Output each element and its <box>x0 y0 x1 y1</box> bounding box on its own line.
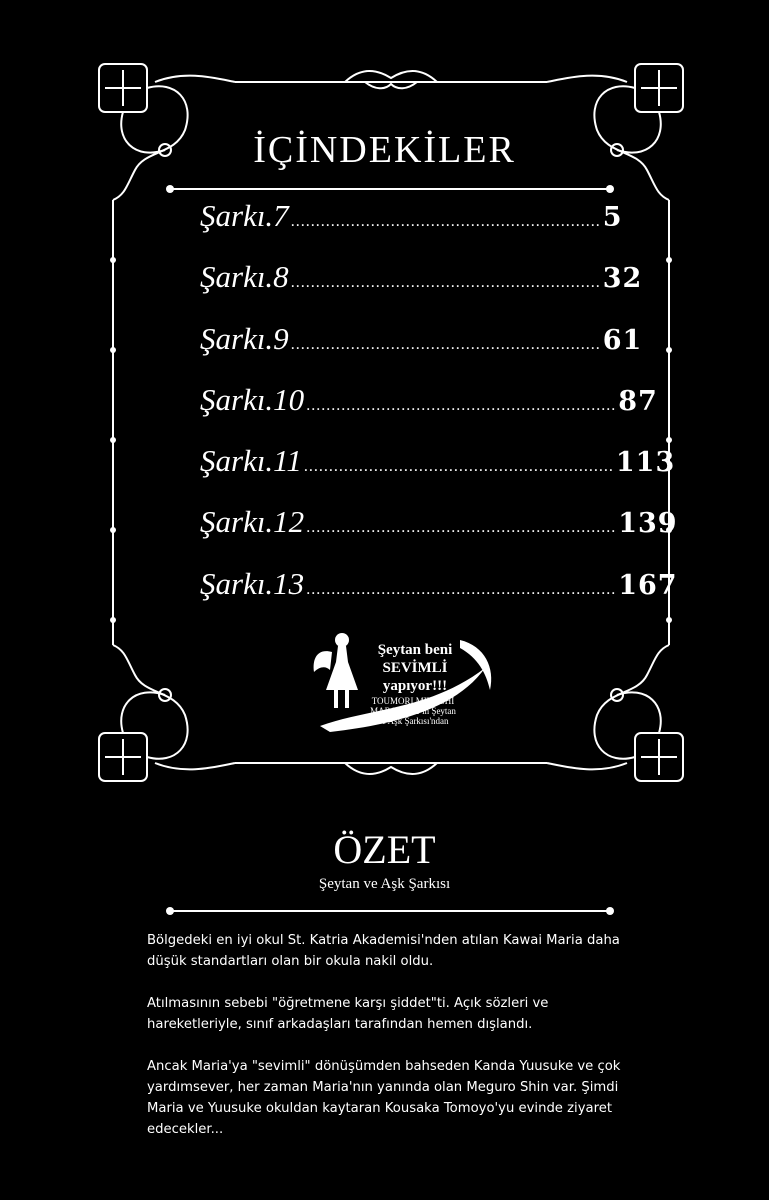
toc-item-label: Şarkı.12 <box>200 504 305 540</box>
badge-line-1: Şeytan beni <box>377 642 453 658</box>
toc-item[interactable] <box>200 381 658 443</box>
toc-item[interactable] <box>200 443 676 504</box>
summary-subtitle: Şeytan ve Aşk Şarkısı <box>318 876 451 892</box>
badge-line-3: yapıyor!!! <box>382 678 448 694</box>
toc-item-page: 139 <box>618 508 678 540</box>
toc-item-label: Şarkı.13 <box>200 565 305 601</box>
toc-item-leader: .............................................................. <box>303 458 614 476</box>
badge-credit-3: ve Aşk Şarkısı'ndan <box>377 716 449 726</box>
summary-paragraph: Bölgedeki en iyi okul St. Katria Akademisi'nden atılan Kawai Maria daha düşük standartları olan bir okula nakil oldu. <box>147 933 620 969</box>
toc-item-leader: .............................................................. <box>306 580 617 598</box>
toc-item-page: 61 <box>602 324 643 356</box>
summary-body <box>147 930 647 1161</box>
toc-item-page: 5 <box>602 202 623 233</box>
toc-item-page: 32 <box>602 263 643 295</box>
badge-credit-2: MARGARET'ın Şeytan <box>370 706 456 716</box>
toc-item-leader: .............................................................. <box>306 519 617 537</box>
badge-line-2: SEVİMLİ <box>382 660 448 676</box>
promo-badge <box>310 628 500 738</box>
summary-divider <box>170 910 610 912</box>
toc-item-label: Şarkı.10 <box>200 381 305 417</box>
toc-item[interactable] <box>200 320 643 382</box>
summary-paragraph: Atılmasının sebebi "öğretmene karşı şiddet"ti. Açık sözleri ve hareketleriyle, sınıf arkadaşları tarafından hemen dışlandı. <box>147 996 549 1032</box>
toc-item[interactable] <box>200 565 678 627</box>
toc-item[interactable] <box>200 198 623 259</box>
toc-item-label: Şarkı.11 <box>200 443 302 479</box>
toc-item-leader: .............................................................. <box>290 335 601 353</box>
toc-item[interactable] <box>200 504 678 565</box>
toc-item-label: Şarkı.8 <box>200 259 289 295</box>
toc-item-page: 167 <box>618 569 678 601</box>
toc-title: İÇİNDEKİLER <box>253 129 516 171</box>
summary-title: ÖZET <box>333 827 436 872</box>
toc-item-leader: .............................................................. <box>290 274 601 292</box>
toc-list <box>200 198 678 627</box>
toc-item-page: 87 <box>618 385 658 417</box>
toc-item-label: Şarkı.7 <box>200 198 289 233</box>
toc-item-leader: .............................................................. <box>290 213 601 230</box>
toc-item[interactable] <box>200 259 643 320</box>
toc-item-page: 113 <box>615 447 676 479</box>
toc-item-leader: .............................................................. <box>306 396 617 414</box>
toc-divider <box>170 188 610 190</box>
summary-paragraph: Ancak Maria'ya "sevimli" dönüşümden bahseden Kanda Yuusuke ve çok yardımsever, her zaman Maria'nın yanında olan Meguro Shin var. Şimdi Maria ve Yuusuke okuldan kaytaran Kousaka Tomoyo'yu evinde ziyaret edecekler... <box>147 1059 621 1137</box>
toc-item-label: Şarkı.9 <box>200 320 289 356</box>
badge-credit-1: TOUMORI MIYOSHI <box>371 696 455 706</box>
